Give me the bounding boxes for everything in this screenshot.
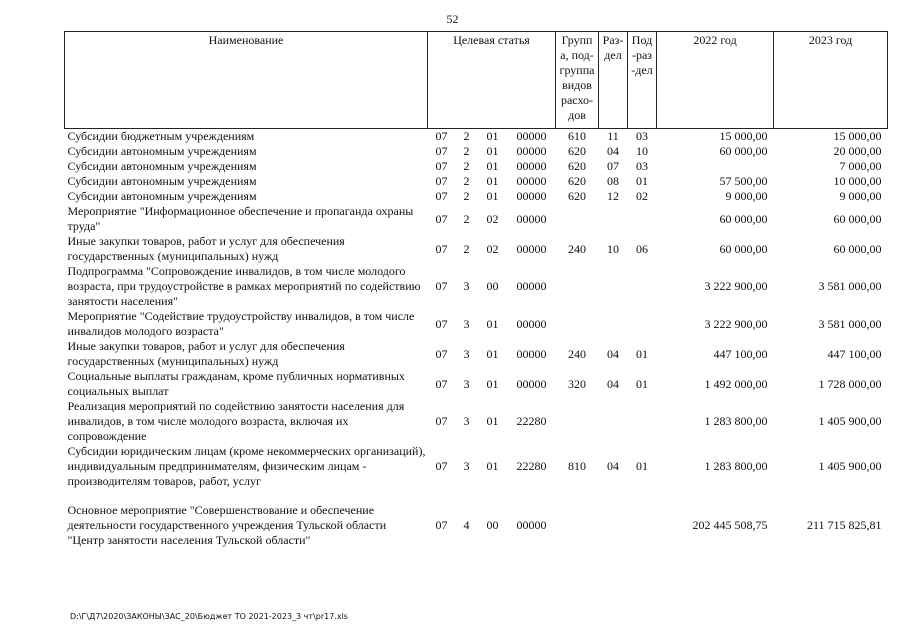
page-number: 52	[446, 12, 459, 26]
cell-v2022: 60 000,00	[719, 144, 768, 158]
cell-sec: 12	[607, 189, 620, 203]
cell-d: 22280	[516, 459, 547, 473]
cell-name: Субсидии автономным учреждениям	[67, 174, 257, 188]
cell-name: Подпрограмма "Сопровождение инвалидов, в том числе молодого возраста, при трудоустройстве в рамках мероприятий по содействию занятости населения"	[67, 264, 421, 308]
cell-grp: 320	[568, 376, 587, 391]
cell-c: 00	[486, 279, 499, 293]
cell-a: 07	[435, 459, 448, 473]
cell-sec	[599, 399, 628, 444]
cell-a: 07	[435, 211, 448, 226]
cell-grp: 240	[568, 346, 587, 361]
table-row	[65, 309, 888, 339]
cell-c: 01	[486, 129, 499, 143]
file-path-footer: D:\Г\Д7\2020\ЗАКОНЫ\ЗАС_20\Бюджет ТО 2021-2023_3 чт\pr17.xls	[70, 612, 348, 621]
cell-sub: 02	[636, 189, 649, 203]
table-row	[65, 129, 888, 145]
cell-sec	[599, 204, 628, 234]
cell-grp	[556, 503, 599, 548]
cell-a: 07	[435, 518, 448, 532]
cell-name: Иные закупки товаров, работ и услуг для обеспечения государственных (муниципальных) нужд	[67, 234, 345, 263]
cell-sub: 01	[636, 459, 649, 473]
cell-c: 01	[486, 144, 499, 158]
table-row	[65, 339, 888, 369]
header-2022: 2022 год	[657, 32, 774, 129]
cell-sub: 01	[636, 346, 649, 361]
cell-a: 07	[435, 129, 448, 143]
cell-v2023: 60 000,00	[833, 241, 882, 256]
cell-sec: 10	[607, 241, 620, 256]
table-row	[65, 234, 888, 264]
cell-v2022: 3 222 900,00	[704, 316, 768, 331]
cell-v2023: 3 581 000,00	[818, 279, 882, 293]
cell-grp: 810	[568, 459, 587, 473]
cell-sec: 04	[607, 376, 620, 391]
cell-c: 01	[486, 376, 499, 391]
cell-name: Субсидии юридическим лицам (кроме некоммерческих организаций), индивидуальным предпринимателям, физическим лицам - производителям товаров, работ, услуг	[67, 444, 426, 488]
cell-sec: 04	[607, 459, 620, 473]
table-row	[65, 189, 888, 204]
cell-a: 07	[435, 144, 448, 158]
cell-sub: 03	[636, 129, 649, 143]
cell-sub: 06	[636, 241, 649, 256]
cell-a: 07	[435, 189, 448, 203]
cell-v2023: 1 405 900,00	[818, 459, 882, 473]
table-header-row	[65, 32, 888, 129]
cell-b: 2	[463, 159, 470, 173]
cell-a: 07	[435, 241, 448, 256]
cell-b: 3	[463, 279, 470, 293]
header-2023: 2023 год	[774, 32, 888, 129]
header-group-text: Группа, под-группа видов расхо-дов	[559, 33, 595, 122]
cell-name: Субсидии автономным учреждениям	[67, 144, 257, 158]
cell-v2022: 9 000,00	[725, 189, 768, 203]
cell-sec: 04	[607, 144, 620, 158]
cell-a: 07	[435, 159, 448, 173]
cell-grp: 620	[568, 174, 587, 188]
table-body	[65, 129, 888, 549]
cell-a: 07	[435, 414, 448, 428]
cell-v2023: 447 100,00	[827, 346, 882, 361]
cell-sub	[628, 399, 657, 444]
cell-v2023: 60 000,00	[833, 211, 882, 226]
cell-d: 00000	[516, 346, 547, 361]
cell-grp	[556, 309, 599, 339]
cell-sub	[628, 264, 657, 309]
cell-name: Мероприятие "Информационное обеспечение и пропаганда охраны труда"	[67, 204, 414, 233]
cell-v2023: 3 581 000,00	[818, 316, 882, 331]
cell-d: 00000	[516, 316, 547, 331]
table-row	[65, 503, 888, 548]
header-target: Целевая статья	[428, 32, 556, 129]
table-row	[65, 204, 888, 234]
cell-c: 00	[486, 518, 499, 532]
spacer-cell	[65, 489, 888, 503]
header-subsection	[628, 32, 657, 129]
cell-sub: 01	[636, 376, 649, 391]
cell-name: Реализация мероприятий по содействию занятости населения для инвалидов, в том числе молодого возраста, включая их сопровождение	[67, 399, 405, 443]
cell-name: Социальные выплаты гражданам, кроме публичных нормативных социальных выплат	[67, 369, 405, 398]
cell-v2023: 7 000,00	[839, 159, 882, 173]
cell-b: 2	[463, 174, 470, 188]
cell-v2023: 9 000,00	[839, 189, 882, 203]
cell-sub	[628, 309, 657, 339]
cell-b: 2	[463, 189, 470, 203]
header-group	[556, 32, 599, 129]
cell-b: 3	[463, 376, 470, 391]
cell-sub	[628, 503, 657, 548]
table-row	[65, 264, 888, 309]
cell-a: 07	[435, 279, 448, 293]
cell-v2022: 57 500,00	[719, 174, 768, 188]
cell-c: 01	[486, 159, 499, 173]
table-row	[65, 444, 888, 489]
table-row	[65, 174, 888, 189]
cell-sub: 10	[636, 144, 649, 158]
cell-v2022: 15 000,00	[719, 129, 768, 143]
cell-grp: 610	[568, 129, 587, 143]
cell-v2023: 1 405 900,00	[818, 414, 882, 428]
cell-v2023: 211 715 825,81	[806, 518, 882, 532]
cell-v2022: 447 100,00	[713, 346, 768, 361]
cell-b: 2	[463, 241, 470, 256]
cell-name: Субсидии автономным учреждениям	[67, 189, 257, 203]
cell-sub	[628, 204, 657, 234]
cell-sec: 11	[607, 129, 619, 143]
cell-c: 01	[486, 316, 499, 331]
budget-table	[64, 31, 888, 548]
cell-sec	[599, 503, 628, 548]
cell-grp: 240	[568, 241, 587, 256]
cell-name: Субсидии бюджетным учреждениям	[67, 129, 255, 143]
cell-v2022: 1 283 800,00	[704, 459, 768, 473]
cell-d: 22280	[516, 414, 547, 428]
cell-b: 2	[463, 129, 470, 143]
cell-c: 01	[486, 459, 499, 473]
cell-d: 00000	[516, 129, 547, 143]
cell-name: Основное мероприятие "Совершенствование и обеспечение деятельности государственного учреждения Тульской области "Центр занятости населения Тульской области"	[67, 503, 387, 547]
cell-name: Иные закупки товаров, работ и услуг для обеспечения государственных (муниципальных) нужд	[67, 339, 345, 368]
cell-v2023: 1 728 000,00	[818, 376, 882, 391]
cell-sub: 03	[636, 159, 649, 173]
cell-a: 07	[435, 376, 448, 391]
cell-c: 02	[486, 211, 499, 226]
header-subsection-text: Под-раз-дел	[631, 33, 653, 77]
cell-grp: 620	[568, 159, 587, 173]
cell-sec	[599, 309, 628, 339]
cell-v2023: 15 000,00	[833, 129, 882, 143]
cell-v2022: 60 000,00	[719, 211, 768, 226]
cell-grp: 620	[568, 144, 587, 158]
table-row	[65, 144, 888, 159]
cell-grp	[556, 204, 599, 234]
cell-b: 4	[463, 518, 470, 532]
cell-d: 00000	[516, 241, 547, 256]
cell-sec: 07	[607, 159, 620, 173]
cell-v2022: 1 492 000,00	[704, 376, 768, 391]
cell-name: Субсидии автономным учреждениям	[67, 159, 257, 173]
cell-a: 07	[435, 174, 448, 188]
cell-b: 3	[463, 316, 470, 331]
cell-d: 00000	[516, 376, 547, 391]
cell-sub: 01	[636, 174, 649, 188]
cell-b: 2	[463, 144, 470, 158]
spacer-row	[65, 489, 888, 503]
cell-c: 01	[486, 174, 499, 188]
cell-c: 01	[486, 346, 499, 361]
cell-d: 00000	[516, 211, 547, 226]
table-row	[65, 399, 888, 444]
cell-c: 01	[486, 189, 499, 203]
cell-v2022: 1 283 800,00	[704, 414, 768, 428]
header-section	[599, 32, 628, 129]
header-section-text: Раз-дел	[602, 33, 624, 62]
cell-d: 00000	[516, 189, 547, 203]
header-name: Наименование	[65, 32, 428, 129]
cell-d: 00000	[516, 144, 547, 158]
cell-a: 07	[435, 346, 448, 361]
table-row	[65, 159, 888, 174]
cell-b: 3	[463, 414, 470, 428]
cell-b: 3	[463, 459, 470, 473]
cell-b: 2	[463, 211, 470, 226]
cell-d: 00000	[516, 174, 547, 188]
cell-d: 00000	[516, 279, 547, 293]
cell-grp	[556, 264, 599, 309]
cell-sec: 08	[607, 174, 620, 188]
cell-grp: 620	[568, 189, 587, 203]
cell-sec: 04	[607, 346, 620, 361]
cell-sec	[599, 264, 628, 309]
cell-c: 01	[486, 414, 499, 428]
cell-d: 00000	[516, 159, 547, 173]
cell-v2022	[657, 159, 774, 174]
cell-c: 02	[486, 241, 499, 256]
cell-grp	[556, 399, 599, 444]
cell-b: 3	[463, 346, 470, 361]
cell-d: 00000	[516, 518, 547, 532]
cell-v2022: 60 000,00	[719, 241, 768, 256]
table-row	[65, 369, 888, 399]
cell-v2022: 3 222 900,00	[704, 279, 768, 293]
cell-name: Мероприятие "Содействие трудоустройству инвалидов, в том числе инвалидов молодого возраста"	[67, 309, 415, 338]
cell-v2022: 202 445 508,75	[692, 518, 768, 532]
cell-v2023: 20 000,00	[833, 144, 882, 158]
cell-v2023: 10 000,00	[833, 174, 882, 188]
cell-a: 07	[435, 316, 448, 331]
